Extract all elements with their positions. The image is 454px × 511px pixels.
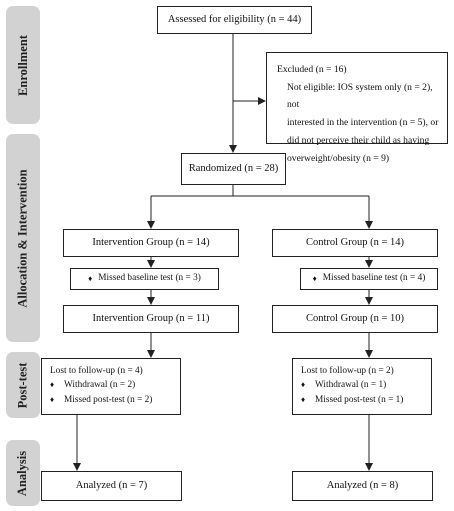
intervention-lost-box [41, 358, 181, 415]
diamond-bullet-icon: ♦ [88, 274, 93, 284]
list-item [299, 393, 427, 407]
control-missed-posttest-label: Missed post-test (n = 1) [315, 394, 404, 405]
section-label-enrollment [6, 6, 40, 124]
control-missed-baseline-label: Missed baseline test (n = 4) [322, 273, 426, 284]
diamond-bullet-icon: ♦ [50, 394, 55, 404]
control-analyzed-label: Analyzed (n = 8) [326, 479, 399, 491]
section-label-enrollment-text: Enrollment [15, 34, 30, 96]
excluded-reason-line: did not perceive their child as having [287, 134, 430, 146]
section-label-allocation [6, 134, 40, 342]
control-missed-baseline-box [300, 268, 438, 290]
randomized-label: Randomized (n = 28) [188, 162, 279, 174]
diamond-bullet-icon: ♦ [50, 380, 55, 390]
intervention-group-initial-box [63, 229, 239, 257]
intervention-group-final-box [63, 305, 239, 333]
intervention-missed-posttest-label: Missed post-test (n = 2) [64, 394, 153, 405]
list-item [48, 378, 176, 392]
intervention-missed-baseline-box [70, 268, 219, 290]
intervention-lost-title: Lost to follow-up (n = 4) [50, 366, 143, 376]
excluded-reason-line: overweight/obesity (n = 9) [287, 152, 390, 164]
control-group-initial-label: Control Group (n = 14) [305, 236, 405, 248]
section-label-post-test-text: Post-test [15, 362, 30, 408]
randomized-box [181, 153, 286, 185]
excluded-title: Excluded (n = 16) [277, 64, 347, 75]
diamond-bullet-icon: ♦ [301, 380, 306, 390]
intervention-missed-baseline-label: Missed baseline test (n = 3) [98, 273, 201, 284]
control-group-final-box [272, 305, 438, 333]
intervention-group-initial-label: Intervention Group (n = 14) [92, 236, 210, 248]
intervention-group-final-label: Intervention Group (n = 11) [92, 312, 210, 324]
control-group-initial-box [272, 229, 438, 257]
list-item [48, 393, 176, 407]
control-lost-title: Lost to follow-up (n = 2) [301, 366, 394, 376]
section-label-analysis [6, 440, 40, 506]
intervention-withdrawal-label: Withdrawal (n = 2) [64, 380, 136, 391]
intervention-analyzed-label: Analyzed (n = 7) [75, 479, 148, 491]
diamond-bullet-icon: ♦ [301, 394, 306, 404]
excluded-reason-line: Not eligible: IOS system only (n = 2), not [287, 81, 433, 111]
section-label-allocation-text: Allocation & Intervention [15, 168, 30, 308]
control-analyzed-box [292, 471, 433, 501]
assessed-box [157, 6, 312, 34]
assessed-label: Assessed for eligibility (n = 44) [167, 13, 302, 25]
list-item [299, 378, 427, 392]
excluded-reason-line: interested in the intervention (n = 5), or [287, 117, 439, 129]
control-group-final-label: Control Group (n = 10) [305, 312, 405, 324]
section-label-analysis-text: Analysis [15, 450, 30, 496]
diamond-bullet-icon: ♦ [312, 274, 317, 284]
control-withdrawal-label: Withdrawal (n = 1) [315, 380, 387, 391]
section-label-post-test [6, 352, 40, 418]
intervention-analyzed-box [41, 471, 182, 501]
control-lost-box [292, 358, 432, 415]
excluded-box [266, 52, 448, 164]
